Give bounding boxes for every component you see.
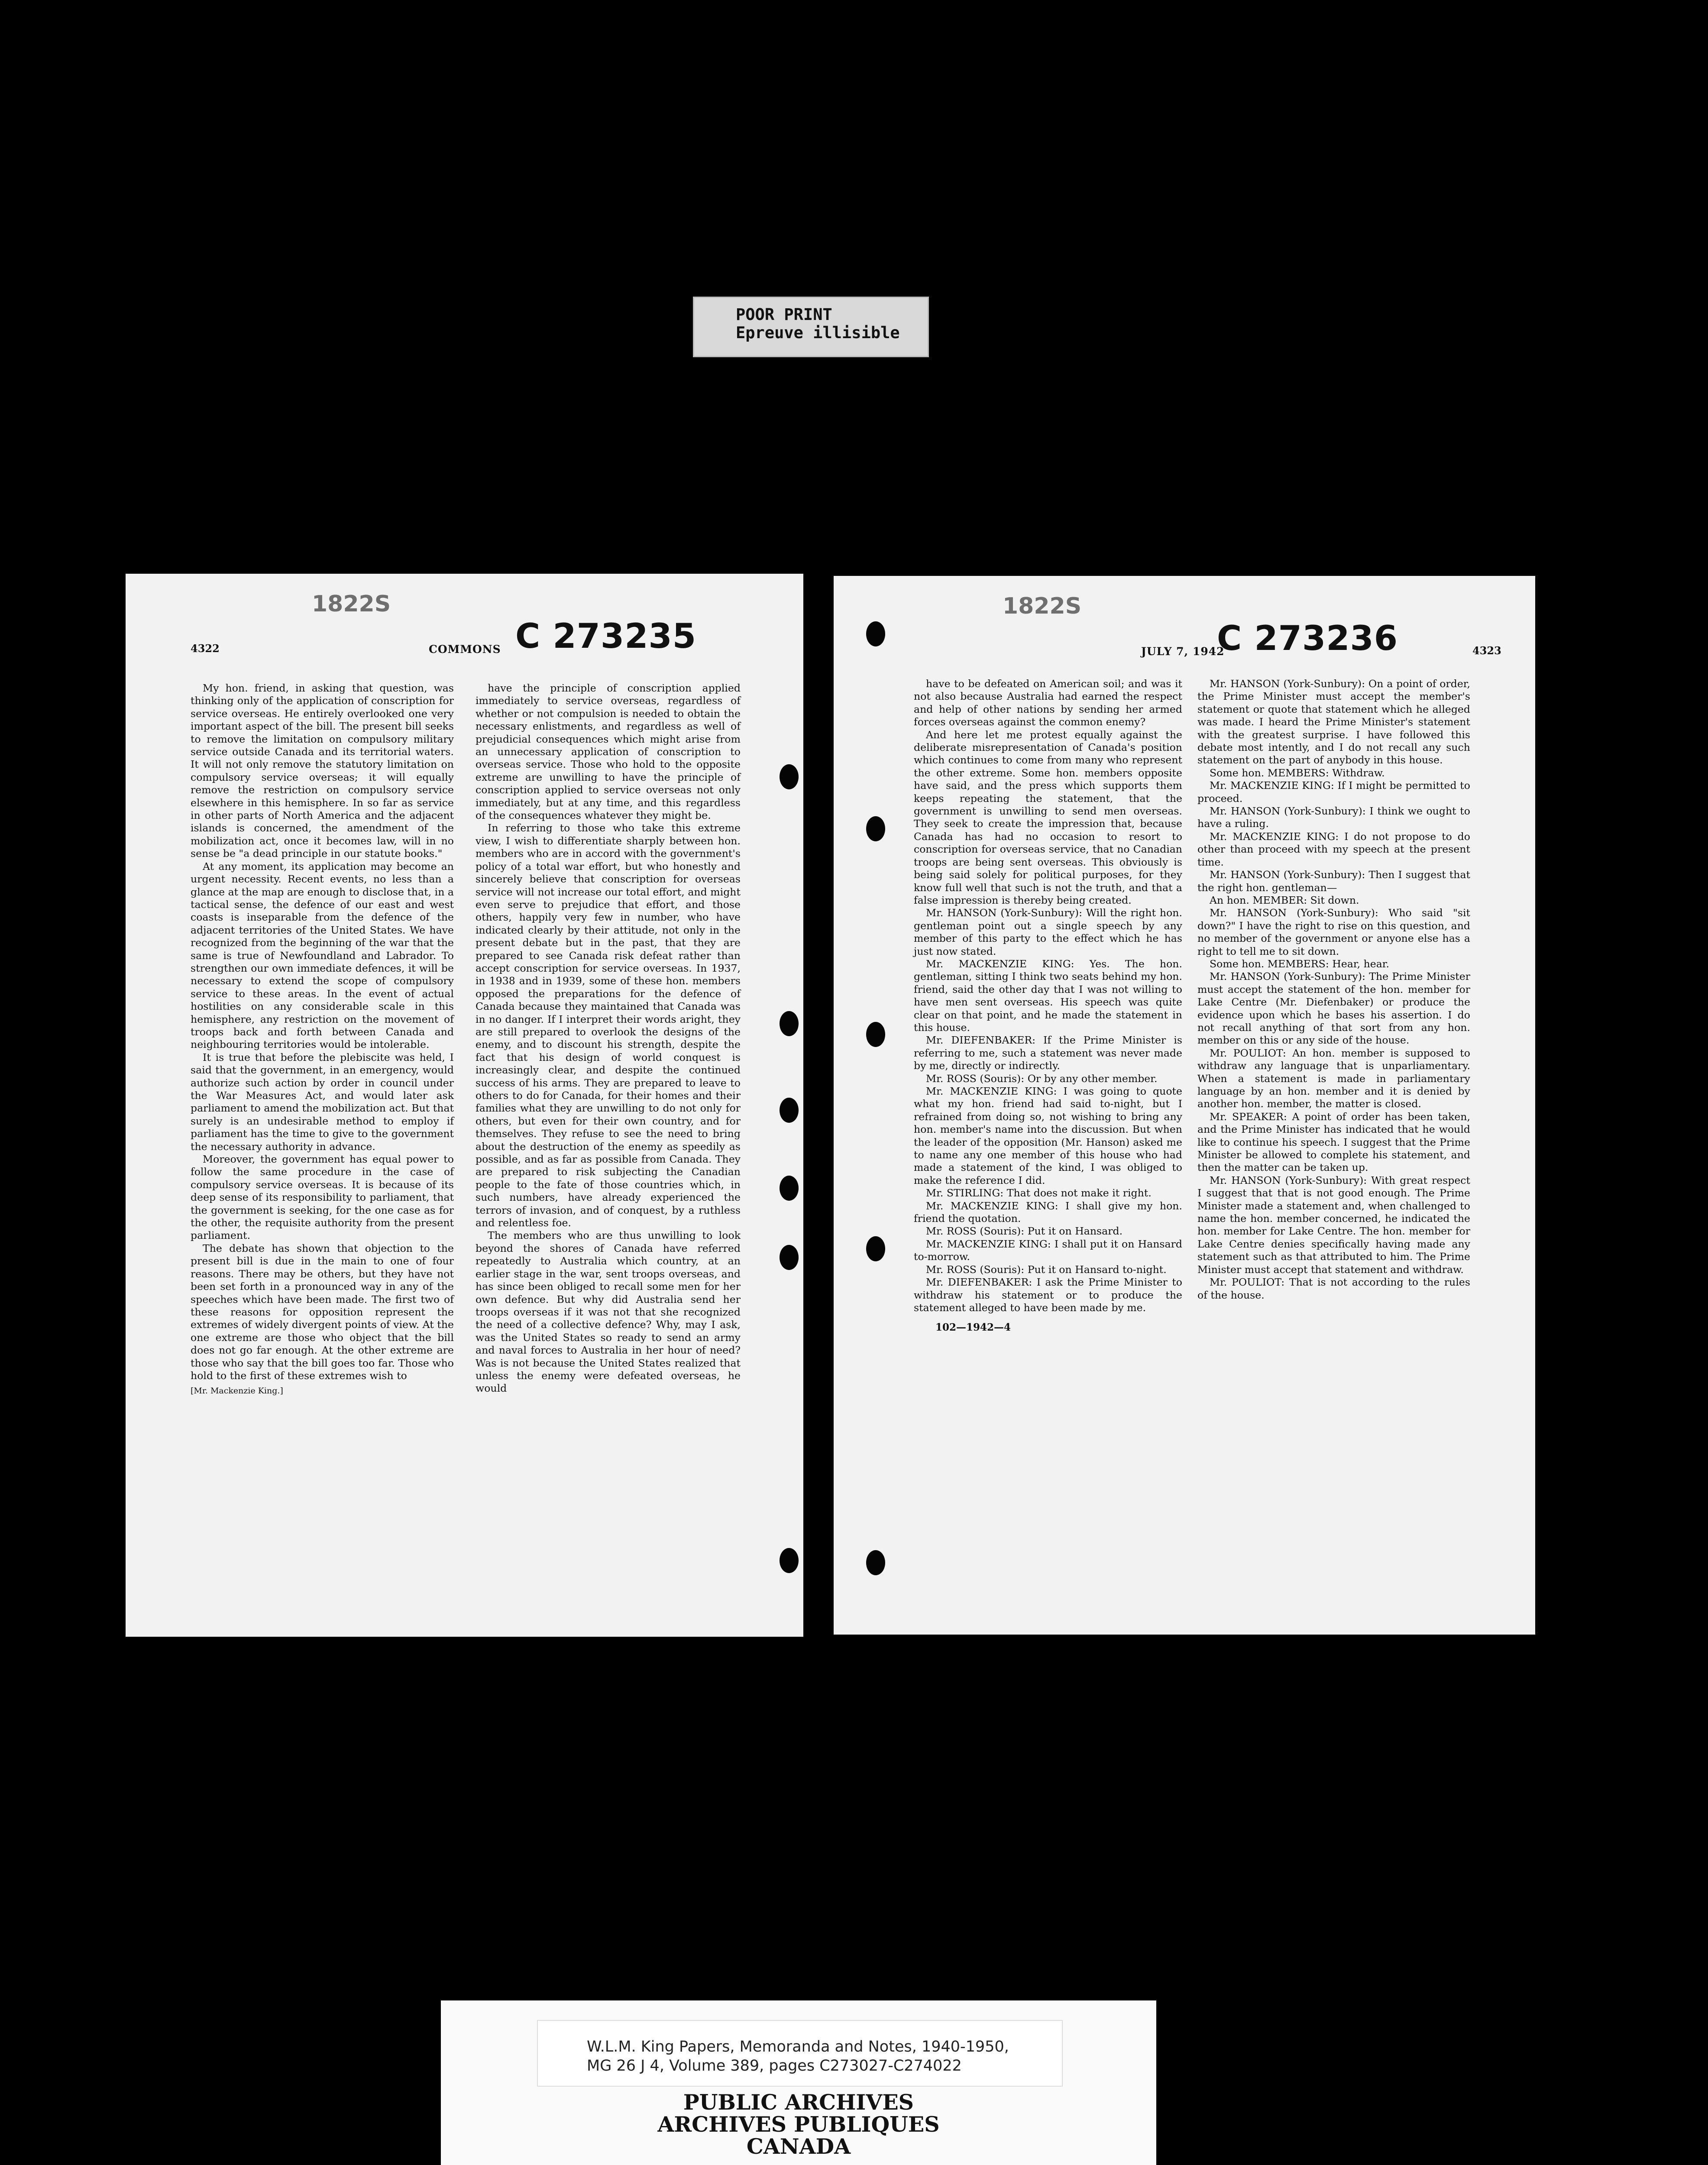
poor-print-line2: Epreuve illisible: [736, 323, 900, 342]
paragraph: Mr. ROSS (Souris): Put it on Hansard to-night.: [926, 1263, 1167, 1276]
page-number: 4322: [191, 642, 220, 655]
paragraph: Mr. MACKENZIE KING: If I might be permitted to proceed.: [1197, 779, 1470, 805]
binder-hole: [780, 1011, 799, 1036]
left-page: [126, 574, 803, 1637]
binder-hole: [866, 621, 885, 646]
archive-stamp: 1822S: [1003, 593, 1082, 619]
archive-title-line1: PUBLIC ARCHIVES: [683, 2090, 914, 2115]
paragraph: Mr. POULIOT: That is not according to the rules of the house.: [1197, 1276, 1470, 1301]
left-page-column-1: [191, 682, 454, 1398]
paragraph: Mr. MACKENZIE KING: I do not propose to do other than proceed with my speech at the present time.: [1197, 830, 1470, 868]
right-page-column-1: [914, 678, 1182, 1334]
binder-hole: [780, 1548, 799, 1573]
right-page-column-2: [1197, 678, 1470, 1302]
archive-stamp: 1822S: [312, 591, 391, 617]
speaker-signature: [Mr. Mackenzie King.]: [191, 1386, 283, 1396]
paragraph: Mr. STIRLING: That does not make it right.: [926, 1187, 1152, 1199]
paragraph: Mr. DIEFENBAKER: I ask the Prime Minister to withdraw his statement or to produce the statement alleged to have been made by me.: [914, 1276, 1182, 1314]
left-page-column-2: [476, 682, 741, 1395]
paragraph: Mr. DIEFENBAKER: If the Prime Minister is referring to me, such a statement was never made by me, directly or indirectly.: [914, 1034, 1182, 1072]
archive-title: [441, 2091, 1156, 2158]
control-number: C 273236: [1217, 619, 1398, 658]
right-page-header: [834, 619, 1535, 671]
paragraph: Mr. MACKENZIE KING: I was going to quote what my hon. friend had said to-night, but I refrained from doing so, not wishing to bring any hon. member's name into the discussion. But when the leader of the opposition (Mr. Hanson) asked me to name any one member of this house who had made a statement of the kind, I was obliged to make the reference I did.: [914, 1085, 1182, 1186]
paragraph: Mr. HANSON (York-Sunbury): Then I suggest that the right hon. gentleman—: [1197, 869, 1470, 894]
paragraph: An hon. MEMBER: Sit down.: [1210, 894, 1359, 906]
poor-print-label: [693, 297, 929, 357]
archive-reference: [587, 2037, 1009, 2075]
paragraph: The debate has shown that objection to the present bill is due in the main to one of four reasons. There may be others, but they have not been set forth in a pronounced way in any of the speeches which have been made. The first two of these reasons for opposition represent the extremes of widely divergent points of view. At the one extreme are those who object that the bill does not go far enough. At the other extreme are those who say that the bill goes too far. Those who hold to the first of these extremes wish to: [191, 1242, 454, 1382]
paragraph: Mr. HANSON (York-Sunbury): Who said "sit down?" I have the right to rise on this question, and no member of the government or anyone else has a right to tell me to sit down.: [1197, 907, 1470, 957]
paragraph: Mr. MACKENZIE KING: I shall put it on Hansard to-morrow.: [914, 1238, 1182, 1263]
paragraph: The members who are thus unwilling to look beyond the shores of Canada have referred repeatedly to Australia which country, at an earlier stage in the war, sent troops overseas, and has since been obliged to recall some men for her own defence. But why did Australia send her troops overseas if it was not that she recognized the need of a collective defence? Why, may I ask, was the United States so ready to send an army and naval forces to Australia in her hour of need? Was is not because the United States realized that unless the enemy were defeated overseas, he would: [476, 1229, 741, 1395]
paragraph: Mr. MACKENZIE KING: I shall give my hon. friend the quotation.: [914, 1199, 1182, 1225]
signature-code: 102—1942—4: [935, 1322, 1011, 1334]
paragraph: Mr. HANSON (York-Sunbury): The Prime Minister must accept the statement of the hon. member for Lake Centre (Mr. Diefenbaker) or produce the evidence upon which he bases his assertion. I do not recall anything of that sort from any hon. member on this or any side of the house.: [1197, 970, 1470, 1047]
control-number: C 273235: [515, 617, 697, 656]
paragraph: have to be defeated on American soil; and was it not also because Australia had earned the respect and help of other nations by sending her armed forces overseas against the common enemy?: [914, 678, 1182, 728]
paragraph: Mr. ROSS (Souris): Or by any other member.: [926, 1072, 1158, 1085]
paragraph: Mr. MACKENZIE KING: Yes. The hon. gentleman, sitting I think two seats behind my hon. friend, said the other day that I was not willing to have men sent overseas. His speech was quite clear on that point, and he made the statement in this house.: [914, 957, 1182, 1034]
archive-ref-line2: MG 26 J 4, Volume 389, pages C273027-C274022: [587, 2057, 962, 2075]
paragraph: Moreover, the government has equal power to follow the same procedure in the case of compulsory service overseas. It is because of its deep sense of its responsibility to parliament, that the government is seeking, for the one case as for the other, the requisite authority from the present parliament.: [191, 1153, 454, 1242]
paragraph: Mr. POULIOT: An hon. member is supposed to withdraw any language that is unparliamentary. When a statement is made in parliamentary language by an hon. member and it is denied by another hon. member, the matter is closed.: [1197, 1047, 1470, 1110]
binder-hole: [866, 816, 885, 841]
archive-title-line3: CANADA: [746, 2134, 851, 2159]
binder-hole: [780, 1245, 799, 1270]
paragraph: It is true that before the plebiscite was held, I said that the government, in an emergency, would authorize such action by order in council under the War Measures Act, and would later ask parliament to amend the mobilization act. But that surely is an undesirable method to employ if parliament has the time to give to the government the necessary authority in advance.: [191, 1051, 454, 1153]
right-page: [834, 576, 1535, 1635]
binder-hole: [866, 1022, 885, 1047]
binder-hole: [780, 764, 799, 789]
page-number: 4323: [1472, 644, 1501, 657]
archive-ref-line1: W.L.M. King Papers, Memoranda and Notes, 1940-1950,: [587, 2038, 1009, 2055]
paragraph: And here let me protest equally against the deliberate misrepresentation of Canada's position which continues to come from many who represent the other extreme. Some hon. members opposite have said, and the press which supports them keeps repeating the statement, that the government is unwilling to send men overseas. They seek to create the impression that, because Canada has had no occasion to resort to conscription for overseas service, that no Canadian troops are being sent overseas. This obviously is being said solely for political purposes, for they know full well that such is not the truth, and that a false impression is thereby being created.: [914, 728, 1182, 906]
paragraph: My hon. friend, in asking that question, was thinking only of the application of conscription for service overseas. He entirely overlooked one very important aspect of the bill. The present bill seeks to remove the limitation on compulsory military service outside Canada and its territorial waters. It will not only remove the statutory limitation on compulsory service overseas; it will equally remove the restriction on compulsory service elsewhere in this hemisphere. In so far as service in other parts of North America and the adjacent islands is concerned, the amendment of the mobilization act, once it becomes law, will in no sense be "a dead principle in our statute books.": [191, 682, 454, 860]
page-date: JULY 7, 1942: [1141, 645, 1225, 658]
paragraph: Mr. ROSS (Souris): Put it on Hansard.: [926, 1225, 1123, 1238]
binder-hole: [780, 1098, 799, 1123]
paragraph: Mr. HANSON (York-Sunbury): Will the right hon. gentleman point out a single speech by any member of this party to the effect which he has just now stated.: [914, 907, 1182, 957]
binder-hole: [866, 1550, 885, 1575]
archive-title-line2: ARCHIVES PUBLIQUES: [657, 2112, 940, 2137]
paragraph: Mr. HANSON (York-Sunbury): I think we ought to have a ruling.: [1197, 805, 1470, 830]
paragraph: In referring to those who take this extreme view, I wish to differentiate sharply between hon. members who are in accord with the government's policy of a total war effort, but who honestly and sincerely believe that conscription for overseas service will not increase our total effort, and might even serve to prejudice that effort, and those others, happily very few in number, who have indicated clearly by their attitude, not only in the present debate but in the past, that they are prepared to see Canada risk defeat rather than accept conscription for service overseas. In 1937, in 1938 and in 1939, some of these hon. members opposed the preparations for the defence of Canada because they maintained that Canada was in no danger. If I interpret their words aright, they are still prepared to overlook the designs of the enemy, and to discount his strength, despite the fact that his design of world conquest is increasingly clear, and despite the continued success of his arms. They are prepared to leave to others to do for Canada, for their homes and their families what they are unwilling to do not only for others, but even for their own country, and for themselves. They refuse to see the need to bring about the destruction of the enemy as speedily as possible, and as far as possible from Canada. They are prepared to risk subjecting the Canadian people to the fate of those countries which, in such numbers, have already experienced the terrors of invasion, and of conquest, by a ruthless and relentless foe.: [476, 822, 741, 1229]
paragraph: Mr. HANSON (York-Sunbury): On a point of order, the Prime Minister must accept the member's statement or quote that statement which he alleged was made. I heard the Prime Minister's statement with the greatest surprise. I have followed this debate most intently, and I do not recall any such statement on the part of anybody in this house.: [1197, 678, 1470, 766]
paragraph: Some hon. MEMBERS: Withdraw.: [1210, 766, 1385, 779]
paragraph: Mr. SPEAKER: A point of order has been taken, and the Prime Minister has indicated that he would like to continue his speech. I suggest that the Prime Minister be allowed to complete his statement, and then the matter can be taken up.: [1197, 1110, 1470, 1174]
page-gutter: [803, 574, 834, 1637]
paragraph: Some hon. MEMBERS: Hear, hear.: [1210, 957, 1389, 970]
binder-hole: [866, 1236, 885, 1261]
header-label: COMMONS: [429, 643, 501, 656]
poor-print-line1: POOR PRINT: [736, 305, 832, 324]
paragraph: Mr. HANSON (York-Sunbury): With great respect I suggest that that is not good enough. The Prime Minister made a statement and, when challenged to name the hon. member concerned, he indicated the hon. member for Lake Centre. The hon. member for Lake Centre denies specifically having made any statement such as that attributed to him. The Prime Minister must accept that statement and withdraw.: [1197, 1174, 1470, 1276]
left-page-header: [126, 617, 803, 669]
paragraph: have the principle of conscription applied immediately to service overseas, regardless of whether or not compulsion is needed to obtain the necessary enlistments, and regardless as well of prejudicial consequences which might arise from an unnecessary application of conscription to overseas service. Those who hold to the opposite extreme are unwilling to have the principle of conscription applied to service overseas not only immediately, but at any time, and this regardless of the consequences whatever they might be.: [476, 682, 741, 822]
binder-hole: [780, 1176, 799, 1201]
paragraph: At any moment, its application may become an urgent necessity. Recent events, no less than a glance at the map are enough to disclose that, in a tactical sense, the defence of our east and west coasts is inseparable from the defence of the adjacent territories of the United States. We have recognized from the beginning of the war that the same is true of Newfoundland and Labrador. To strengthen our own immediate defences, it will be necessary to extend the scope of compulsory service to these areas. In the event of actual hostilities on any considerable scale in this hemisphere, any restriction on the movement of troops back and forth between Canada and neighbouring territories would be intolerable.: [191, 860, 454, 1051]
